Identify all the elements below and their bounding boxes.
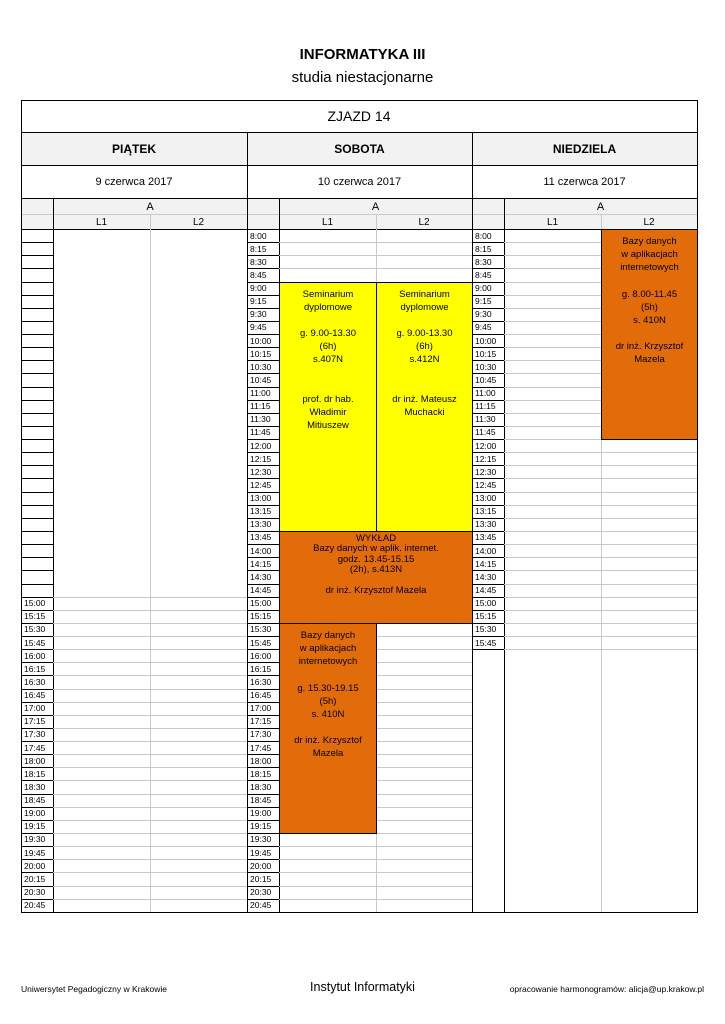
time-label: 15:00 (24, 598, 46, 609)
time-label: 14:30 (475, 571, 497, 582)
time-label: 14:45 (250, 585, 272, 595)
time-label: 11:45 (250, 427, 271, 438)
event-text-line: WYKŁAD (355, 532, 397, 544)
event-text-line: s.412N (409, 354, 440, 366)
time-label: 11:00 (475, 388, 496, 399)
time-label: 19:15 (24, 821, 46, 832)
time-label: 12:15 (250, 453, 272, 464)
time-label: 18:15 (250, 768, 272, 779)
event-text-line: (5h) (641, 301, 658, 313)
row-line-sun-body (504, 478, 697, 479)
footer-author-email: opracowanie harmonogramów: alicja@up.krakow.pl (509, 984, 704, 994)
time-label: 8:00 (250, 230, 267, 241)
border-dayname-bottom (21, 165, 697, 166)
event-text-line: (6h) (319, 341, 337, 353)
day-name-saturday: SOBOTA (334, 141, 385, 156)
time-label: 8:15 (250, 243, 267, 254)
row-line-sun-body (504, 505, 697, 506)
session-title: ZJAZD 14 (327, 108, 391, 124)
row-line-fri-body (53, 767, 247, 768)
time-label: 11:30 (250, 414, 271, 425)
time-label: 17:15 (250, 716, 272, 727)
event-text-line: internetowych (298, 656, 358, 668)
row-line-fri-body (53, 702, 247, 703)
time-label: 15:30 (250, 624, 272, 635)
time-label: 10:15 (475, 348, 497, 359)
border-right (697, 100, 698, 913)
row-line-fri-time (21, 360, 53, 361)
row-line-sat-body (279, 846, 472, 847)
row-line-fri-time (21, 334, 53, 335)
event-text-line (280, 721, 376, 734)
document-title: INFORMATYKA III (299, 46, 426, 63)
row-line-sun-body (504, 623, 697, 624)
time-label: 18:30 (250, 781, 272, 792)
time-label: 8:30 (475, 256, 492, 267)
time-label: 14:30 (250, 571, 272, 582)
event-text-line: Muchacki (404, 406, 445, 418)
row-line-sat-body (279, 268, 472, 269)
event-text-line: dyplomowe (400, 301, 449, 313)
time-label: 15:00 (475, 598, 497, 609)
event-text-line: dr inż. Krzysztof (294, 735, 362, 747)
row-line-fri-body (53, 610, 247, 611)
row-line-fri-body (53, 872, 247, 873)
row-line-fri-body (53, 662, 247, 663)
footer-institute: Instytut Informatyki (310, 980, 415, 994)
time-label: 15:45 (24, 637, 46, 648)
event-text-line: internetowych (620, 262, 679, 274)
time-label: 13:15 (250, 506, 272, 517)
event-text-line: g. 15.30-19.15 (297, 682, 359, 694)
time-label: 16:30 (24, 676, 46, 687)
row-line-fri-time (21, 413, 53, 414)
time-label: 18:45 (24, 795, 46, 806)
border-date-bottom (21, 198, 697, 199)
row-line-fri-time (21, 492, 53, 493)
time-label: 12:30 (250, 466, 272, 477)
day-name-friday: PIĄTEK (111, 141, 156, 156)
event-text-line: dr inż. Krzysztof (615, 341, 684, 353)
event-text-line: prof. dr hab. (302, 393, 354, 405)
event-text-line: s.407N (312, 354, 344, 366)
time-label: 20:15 (24, 873, 46, 884)
event-text-line: Mitiuszew (307, 419, 349, 431)
event-sun-l2-databases (601, 229, 698, 440)
time-label: 19:45 (250, 847, 272, 858)
time-label: 9:15 (250, 296, 267, 307)
row-line-sun-body (504, 636, 697, 637)
time-label: 10:00 (250, 335, 272, 346)
row-line-fri-time (21, 478, 53, 479)
time-label: 9:45 (475, 322, 492, 333)
subgroup-label-friday-l2: L2 (192, 216, 205, 228)
row-line-fri-body (53, 754, 247, 755)
row-line-fri-time (21, 347, 53, 348)
row-line-fri-body (53, 675, 247, 676)
time-label: 11:30 (475, 414, 496, 425)
event-text-line: g. 9.00-13.30 (300, 327, 356, 339)
row-line-fri-time (21, 426, 53, 427)
time-label: 18:00 (250, 755, 272, 766)
time-label: 14:00 (475, 545, 497, 556)
group-label-friday: A (146, 200, 154, 213)
subgroup-label-saturday-l1: L1 (321, 216, 334, 228)
event-text-line: (2h), s.413N (349, 564, 403, 576)
time-label: 15:15 (475, 611, 497, 622)
event-sat-l1-seminar (279, 282, 377, 532)
row-line-fri-time (21, 268, 53, 269)
time-label: 15:15 (24, 611, 46, 622)
time-label: 16:30 (250, 676, 272, 687)
row-line-sun-body (504, 531, 697, 532)
subgroup-label-sunday-l2: L2 (643, 216, 655, 228)
row-line-fri-time (21, 557, 53, 558)
time-label: 20:30 (24, 887, 46, 897)
footer-university: Uniwersytet Pegadogiczny w Krakowie (21, 984, 167, 994)
row-line-sat-body (279, 242, 472, 243)
row-line-fri-body (53, 794, 247, 795)
day-date-saturday: 10 czerwca 2017 (317, 175, 402, 188)
time-label: 14:00 (250, 545, 272, 556)
time-label: 18:45 (250, 795, 272, 806)
time-label: 13:00 (250, 493, 272, 504)
event-text-line: Bazy danych (622, 236, 677, 247)
row-line-fri-time (21, 308, 53, 309)
time-label: 10:30 (250, 361, 272, 372)
row-line-sat-body (279, 872, 472, 873)
row-line-fri-time (21, 465, 53, 466)
row-line-fri-body (53, 636, 247, 637)
event-text-line: Seminarium (302, 288, 354, 300)
time-label: 19:15 (250, 821, 272, 832)
time-label: 9:00 (475, 283, 492, 294)
time-label: 15:30 (475, 624, 497, 635)
event-text-line (377, 380, 472, 393)
border-subgroup-bottom (21, 229, 697, 230)
time-label: 19:30 (24, 834, 46, 845)
row-line-fri-time (21, 242, 53, 243)
time-label: 13:30 (250, 519, 272, 530)
event-text-line: w aplikacjach (299, 643, 357, 655)
time-label: 17:30 (250, 729, 272, 740)
time-label: 16:00 (250, 650, 272, 661)
time-label: 13:15 (475, 506, 497, 517)
event-sat-l2-seminar (376, 282, 473, 532)
row-line-fri-body (53, 899, 247, 900)
time-label: 13:00 (475, 493, 497, 504)
time-label: 11:15 (475, 401, 496, 412)
time-label: 13:45 (475, 532, 497, 543)
day-date-friday: 9 czerwca 2017 (95, 175, 173, 188)
row-line-fri-time (21, 531, 53, 532)
group-label-sunday: A (596, 200, 605, 213)
border-session-bottom (21, 132, 697, 133)
event-text-line (377, 314, 472, 327)
time-label: 8:45 (250, 269, 267, 280)
border-top (21, 100, 697, 101)
time-label: 13:30 (475, 519, 497, 530)
event-text-line: (5h) (319, 695, 337, 707)
row-line-fri-body (53, 715, 247, 716)
row-line-fri-time (21, 282, 53, 283)
row-line-fri-time (21, 505, 53, 506)
time-label: 14:45 (475, 585, 497, 595)
border-bottom (21, 912, 698, 913)
time-label: 12:45 (250, 479, 272, 490)
row-line-fri-body (53, 846, 247, 847)
time-label: 12:30 (475, 466, 497, 477)
event-text-line: w aplikacjach (621, 249, 678, 261)
day-date-sunday: 11 czerwca 2017 (543, 175, 626, 188)
group-label-saturday: A (371, 200, 380, 213)
row-line-fri-time (21, 400, 53, 401)
row-line-fri-body (53, 780, 247, 781)
row-line-sat-body (279, 886, 472, 887)
time-label: 20:30 (250, 887, 272, 897)
row-line-sun-body (504, 584, 697, 585)
row-line-sun-body (504, 570, 697, 571)
event-text-line (280, 669, 376, 682)
row-line-fri-body (53, 820, 247, 821)
row-line-fri-time (21, 518, 53, 519)
time-label: 17:30 (24, 729, 46, 740)
time-label: 8:45 (475, 269, 492, 280)
time-label: 17:00 (250, 703, 272, 714)
row-line-sat-body (279, 255, 472, 256)
time-label: 11:15 (250, 401, 271, 412)
time-label: 11:00 (250, 388, 271, 399)
row-line-fri-body (53, 807, 247, 808)
row-line-sun-body (504, 557, 697, 558)
row-line-sun-body (504, 452, 697, 453)
time-label: 8:00 (475, 230, 492, 241)
time-label: 16:15 (250, 663, 272, 674)
time-column-divider-0 (53, 198, 54, 912)
time-label: 15:45 (250, 637, 272, 648)
row-line-sun-body (504, 465, 697, 466)
time-label: 9:15 (475, 296, 492, 307)
row-line-fri-time (21, 570, 53, 571)
time-label: 9:00 (250, 283, 267, 294)
time-label: 19:30 (250, 834, 272, 845)
time-label: 16:45 (24, 690, 46, 701)
time-column-divider-2 (504, 198, 505, 912)
time-label: 13:45 (250, 532, 272, 543)
row-line-sat-body (279, 859, 472, 860)
row-line-sun-body (504, 492, 697, 493)
time-label: 11:45 (475, 427, 496, 438)
event-text-line: g. 9.00-13.30 (396, 327, 453, 339)
time-label: 14:15 (250, 558, 272, 569)
time-label: 12:00 (475, 440, 497, 451)
event-sat-lecture (279, 531, 473, 624)
row-line-fri-body (53, 689, 247, 690)
time-label: 18:15 (24, 768, 46, 779)
subgroup-label-sunday-l1: L1 (546, 216, 559, 228)
time-label: 10:15 (250, 348, 272, 359)
event-text-line: Bazy danych (300, 629, 356, 641)
time-label: 20:00 (24, 860, 46, 871)
time-label: 18:00 (24, 755, 46, 766)
event-text-line: Mazela (312, 748, 344, 760)
time-label: 9:30 (250, 309, 267, 320)
row-line-fri-time (21, 373, 53, 374)
event-text-line: Bazy danych w aplik. internet. (313, 543, 439, 555)
event-text-line: dr inż. Krzysztof Mazela (325, 585, 427, 597)
event-text-line: dyplomowe (303, 301, 353, 313)
time-label: 17:15 (24, 716, 46, 727)
document-subtitle: studia niestacjonarne (291, 69, 434, 86)
time-label: 19:45 (24, 847, 46, 858)
time-label: 8:30 (250, 256, 267, 267)
time-label: 10:45 (250, 374, 272, 385)
time-label: 15:30 (24, 624, 46, 635)
time-label: 10:00 (475, 335, 497, 346)
row-line-fri-body (53, 859, 247, 860)
event-text-line: dr inż. Mateusz (392, 393, 457, 405)
time-label: 14:15 (475, 558, 497, 569)
event-text-line: s. 410N (633, 315, 666, 327)
event-text-line: Seminarium (399, 288, 450, 300)
time-label: 12:00 (250, 440, 272, 451)
time-label: 12:45 (475, 479, 497, 490)
row-line-fri-time (21, 439, 53, 440)
event-text-line: Mazela (634, 354, 665, 366)
event-text-line (280, 314, 376, 327)
row-line-sun-body (504, 597, 697, 598)
event-text-line: godz. 13.45-15.15 (337, 553, 415, 565)
event-text-line: s. 410N (311, 708, 345, 720)
row-line-fri-body (53, 597, 247, 598)
row-line-fri-body (53, 728, 247, 729)
time-label: 10:45 (475, 374, 497, 385)
event-text-line (602, 275, 697, 288)
time-label: 12:15 (475, 453, 497, 464)
time-label: 17:45 (24, 742, 46, 753)
subgroup-label-friday-l1: L1 (95, 216, 108, 228)
row-line-fri-time (21, 295, 53, 296)
border-group-bottom (21, 214, 697, 215)
time-label: 15:15 (250, 611, 272, 622)
time-label: 16:00 (24, 650, 46, 661)
row-line-fri-time (21, 452, 53, 453)
time-label: 15:45 (475, 637, 497, 648)
event-text-line: Władimir (309, 406, 347, 418)
event-text-line: g. 8.00-11.45 (621, 288, 678, 300)
time-label: 16:45 (250, 690, 272, 701)
row-line-sat-body (279, 899, 472, 900)
row-line-sun-body (504, 544, 697, 545)
event-text-line (280, 367, 376, 380)
time-label: 20:45 (250, 900, 272, 911)
time-label: 19:00 (250, 808, 272, 819)
event-text-line: (6h) (416, 341, 433, 353)
time-label: 9:30 (475, 309, 492, 320)
row-line-fri-time (21, 387, 53, 388)
row-line-sun-body (504, 518, 697, 519)
time-label: 19:00 (24, 808, 46, 819)
time-label: 10:30 (475, 361, 497, 372)
time-label: 16:15 (24, 663, 46, 674)
row-line-fri-body (53, 649, 247, 650)
row-line-fri-time (21, 321, 53, 322)
row-line-fri-time (21, 584, 53, 585)
event-sat-l1-databases (279, 623, 377, 834)
row-line-fri-time (21, 544, 53, 545)
row-line-fri-body (53, 623, 247, 624)
row-line-fri-time (21, 255, 53, 256)
day-name-sunday: NIEDZIELA (552, 141, 617, 156)
row-line-fri-body (53, 741, 247, 742)
time-label: 8:15 (475, 243, 492, 254)
time-label: 17:45 (250, 742, 272, 753)
row-line-sun-body (504, 610, 697, 611)
event-text-line (602, 327, 697, 340)
row-line-sun-body (504, 649, 697, 650)
event-text-line (280, 380, 376, 393)
time-label: 20:00 (250, 860, 272, 871)
subgroup-label-saturday-l2: L2 (418, 216, 430, 228)
time-label: 20:15 (250, 873, 272, 884)
time-label: 17:00 (24, 703, 46, 714)
time-label: 20:45 (24, 900, 46, 911)
row-line-fri-body (53, 833, 247, 834)
row-line-fri-body (53, 886, 247, 887)
time-label: 15:00 (250, 598, 272, 609)
event-text-line (377, 367, 472, 380)
time-label: 9:45 (250, 322, 267, 333)
time-label: 18:30 (24, 781, 46, 792)
